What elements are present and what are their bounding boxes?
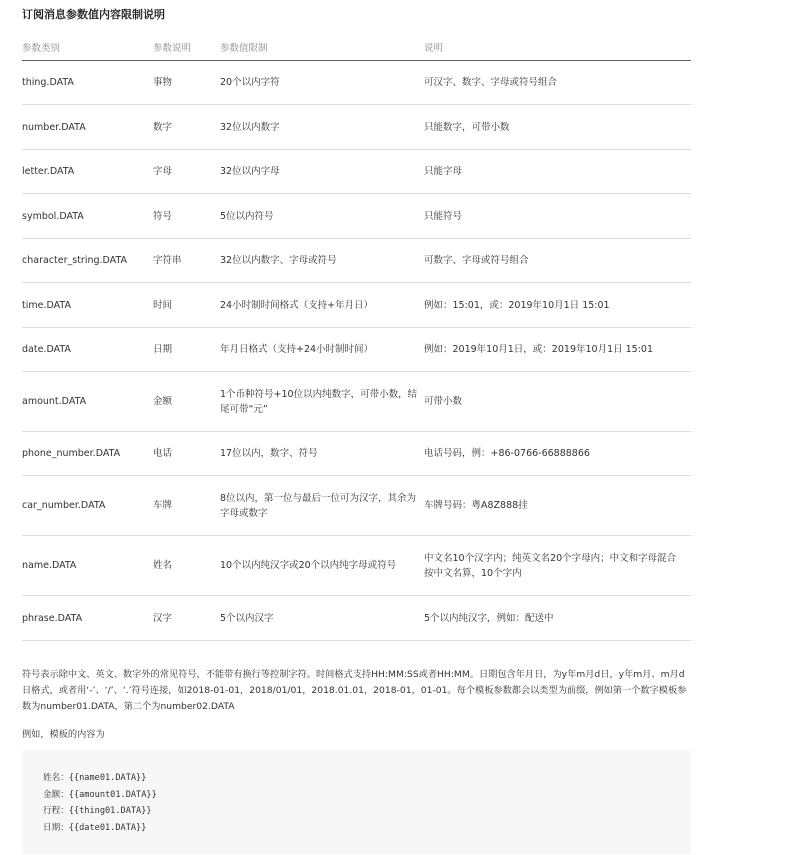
code-line: 日期：{{date01.DATA}} [43,822,147,833]
table-row [22,536,691,596]
cell-desc: 日期 [153,328,220,372]
cell-limit: 20个以内字符 [220,61,424,105]
cell-limit: 17位以内，数字、符号 [220,432,424,476]
table-row [22,596,691,641]
cell-note: 可汉字、数字、字母或符号组合 [424,61,691,105]
cell-desc: 字母 [153,150,220,194]
table-row [22,283,691,328]
table-row [22,372,691,432]
table-row [22,61,691,105]
cell-type: amount.DATA [22,372,153,432]
cell-note: 例如：2019年10月1日，或：2019年10月1日 15:01 [424,328,691,372]
cell-type: thing.DATA [22,61,153,105]
table-row [22,328,691,372]
cell-limit: 32位以内字母 [220,150,424,194]
table-row [22,476,691,536]
cell-type: phrase.DATA [22,596,153,641]
header-limit: 参数值限制 [220,33,424,61]
cell-desc: 姓名 [153,536,220,596]
cell-note: 可数字、字母或符号组合 [424,239,691,283]
cell-note: 例如：15:01，或：2019年10月1日 15:01 [424,283,691,328]
cell-type: character_string.DATA [22,239,153,283]
cell-desc: 字符串 [153,239,220,283]
cell-type: name.DATA [22,536,153,596]
cell-limit: 1个币种符号+10位以内纯数字，可带小数，结尾可带“元” [220,372,424,432]
cell-type: car_number.DATA [22,476,153,536]
cell-note: 只能数字，可带小数 [424,105,691,150]
cell-note: 可带小数 [424,372,691,432]
cell-note: 电话号码，例：+86-0766-66888866 [424,432,691,476]
code-line: 姓名：{{name01.DATA}} [43,773,147,783]
table-row [22,105,691,150]
header-type: 参数类别 [22,33,153,61]
format-note: 符号表示除中文、英文、数字外的常见符号，不能带有换行等控制字符。时间格式支持HH:MM:SS或者HH:MM。日期包含年月日，为y年m月d日，y年m月、m月d日格式，或者用‘-’、‘/’、‘.’符号连接，如2018-01-01，2018/01/01，2018.01.01，2018-01，01-01。每个模板参数都会以类型为前缀，例如第一个数字模板参数为number01.DATA，第二个为number02.DATA [22,669,687,712]
cell-desc: 电话 [153,432,220,476]
table-row [22,239,691,283]
cell-limit: 24小时制时间格式（支持+年月日） [220,283,424,328]
cell-note: 中文名10个汉字内；纯英文名20个字母内；中文和字母混合按中文名算，10个字内 [424,536,691,596]
cell-desc: 数字 [153,105,220,150]
cell-limit: 32位以内数字 [220,105,424,150]
code-block [22,750,691,854]
table-row [22,150,691,194]
cell-desc: 事物 [153,61,220,105]
page-title: 订阅消息参数值内容限制说明 [22,8,165,21]
header-desc: 参数说明 [153,33,220,61]
cell-limit: 年月日格式（支持+24小时制时间） [220,328,424,372]
cell-limit: 32位以内数字、字母或符号 [220,239,424,283]
code-line: 金额：{{amount01.DATA}} [43,789,157,800]
cell-type: time.DATA [22,283,153,328]
cell-type: symbol.DATA [22,194,153,239]
cell-desc: 汉字 [153,596,220,641]
cell-note: 车牌号码：粤A8Z888挂 [424,476,691,536]
cell-desc: 金额 [153,372,220,432]
cell-note: 只能字母 [424,150,691,194]
cell-type: letter.DATA [22,150,153,194]
cell-limit: 8位以内，第一位与最后一位可为汉字，其余为字母或数字 [220,476,424,536]
cell-desc: 符号 [153,194,220,239]
table-row [22,432,691,476]
code-line: 行程：{{thing01.DATA}} [43,806,152,816]
table-row [22,194,691,239]
cell-note: 5个以内纯汉字，例如：配送中 [424,596,691,641]
cell-limit: 10个以内纯汉字或20个以内纯字母或符号 [220,536,424,596]
cell-note: 只能符号 [424,194,691,239]
params-table [22,33,691,641]
cell-type: phone_number.DATA [22,432,153,476]
cell-desc: 车牌 [153,476,220,536]
cell-limit: 5位以内符号 [220,194,424,239]
header-note: 说明 [424,33,691,61]
cell-type: number.DATA [22,105,153,150]
cell-limit: 5个以内汉字 [220,596,424,641]
example-label: 例如，模板的内容为 [22,729,105,740]
cell-type: date.DATA [22,328,153,372]
table-header-row [22,33,691,61]
cell-desc: 时间 [153,283,220,328]
